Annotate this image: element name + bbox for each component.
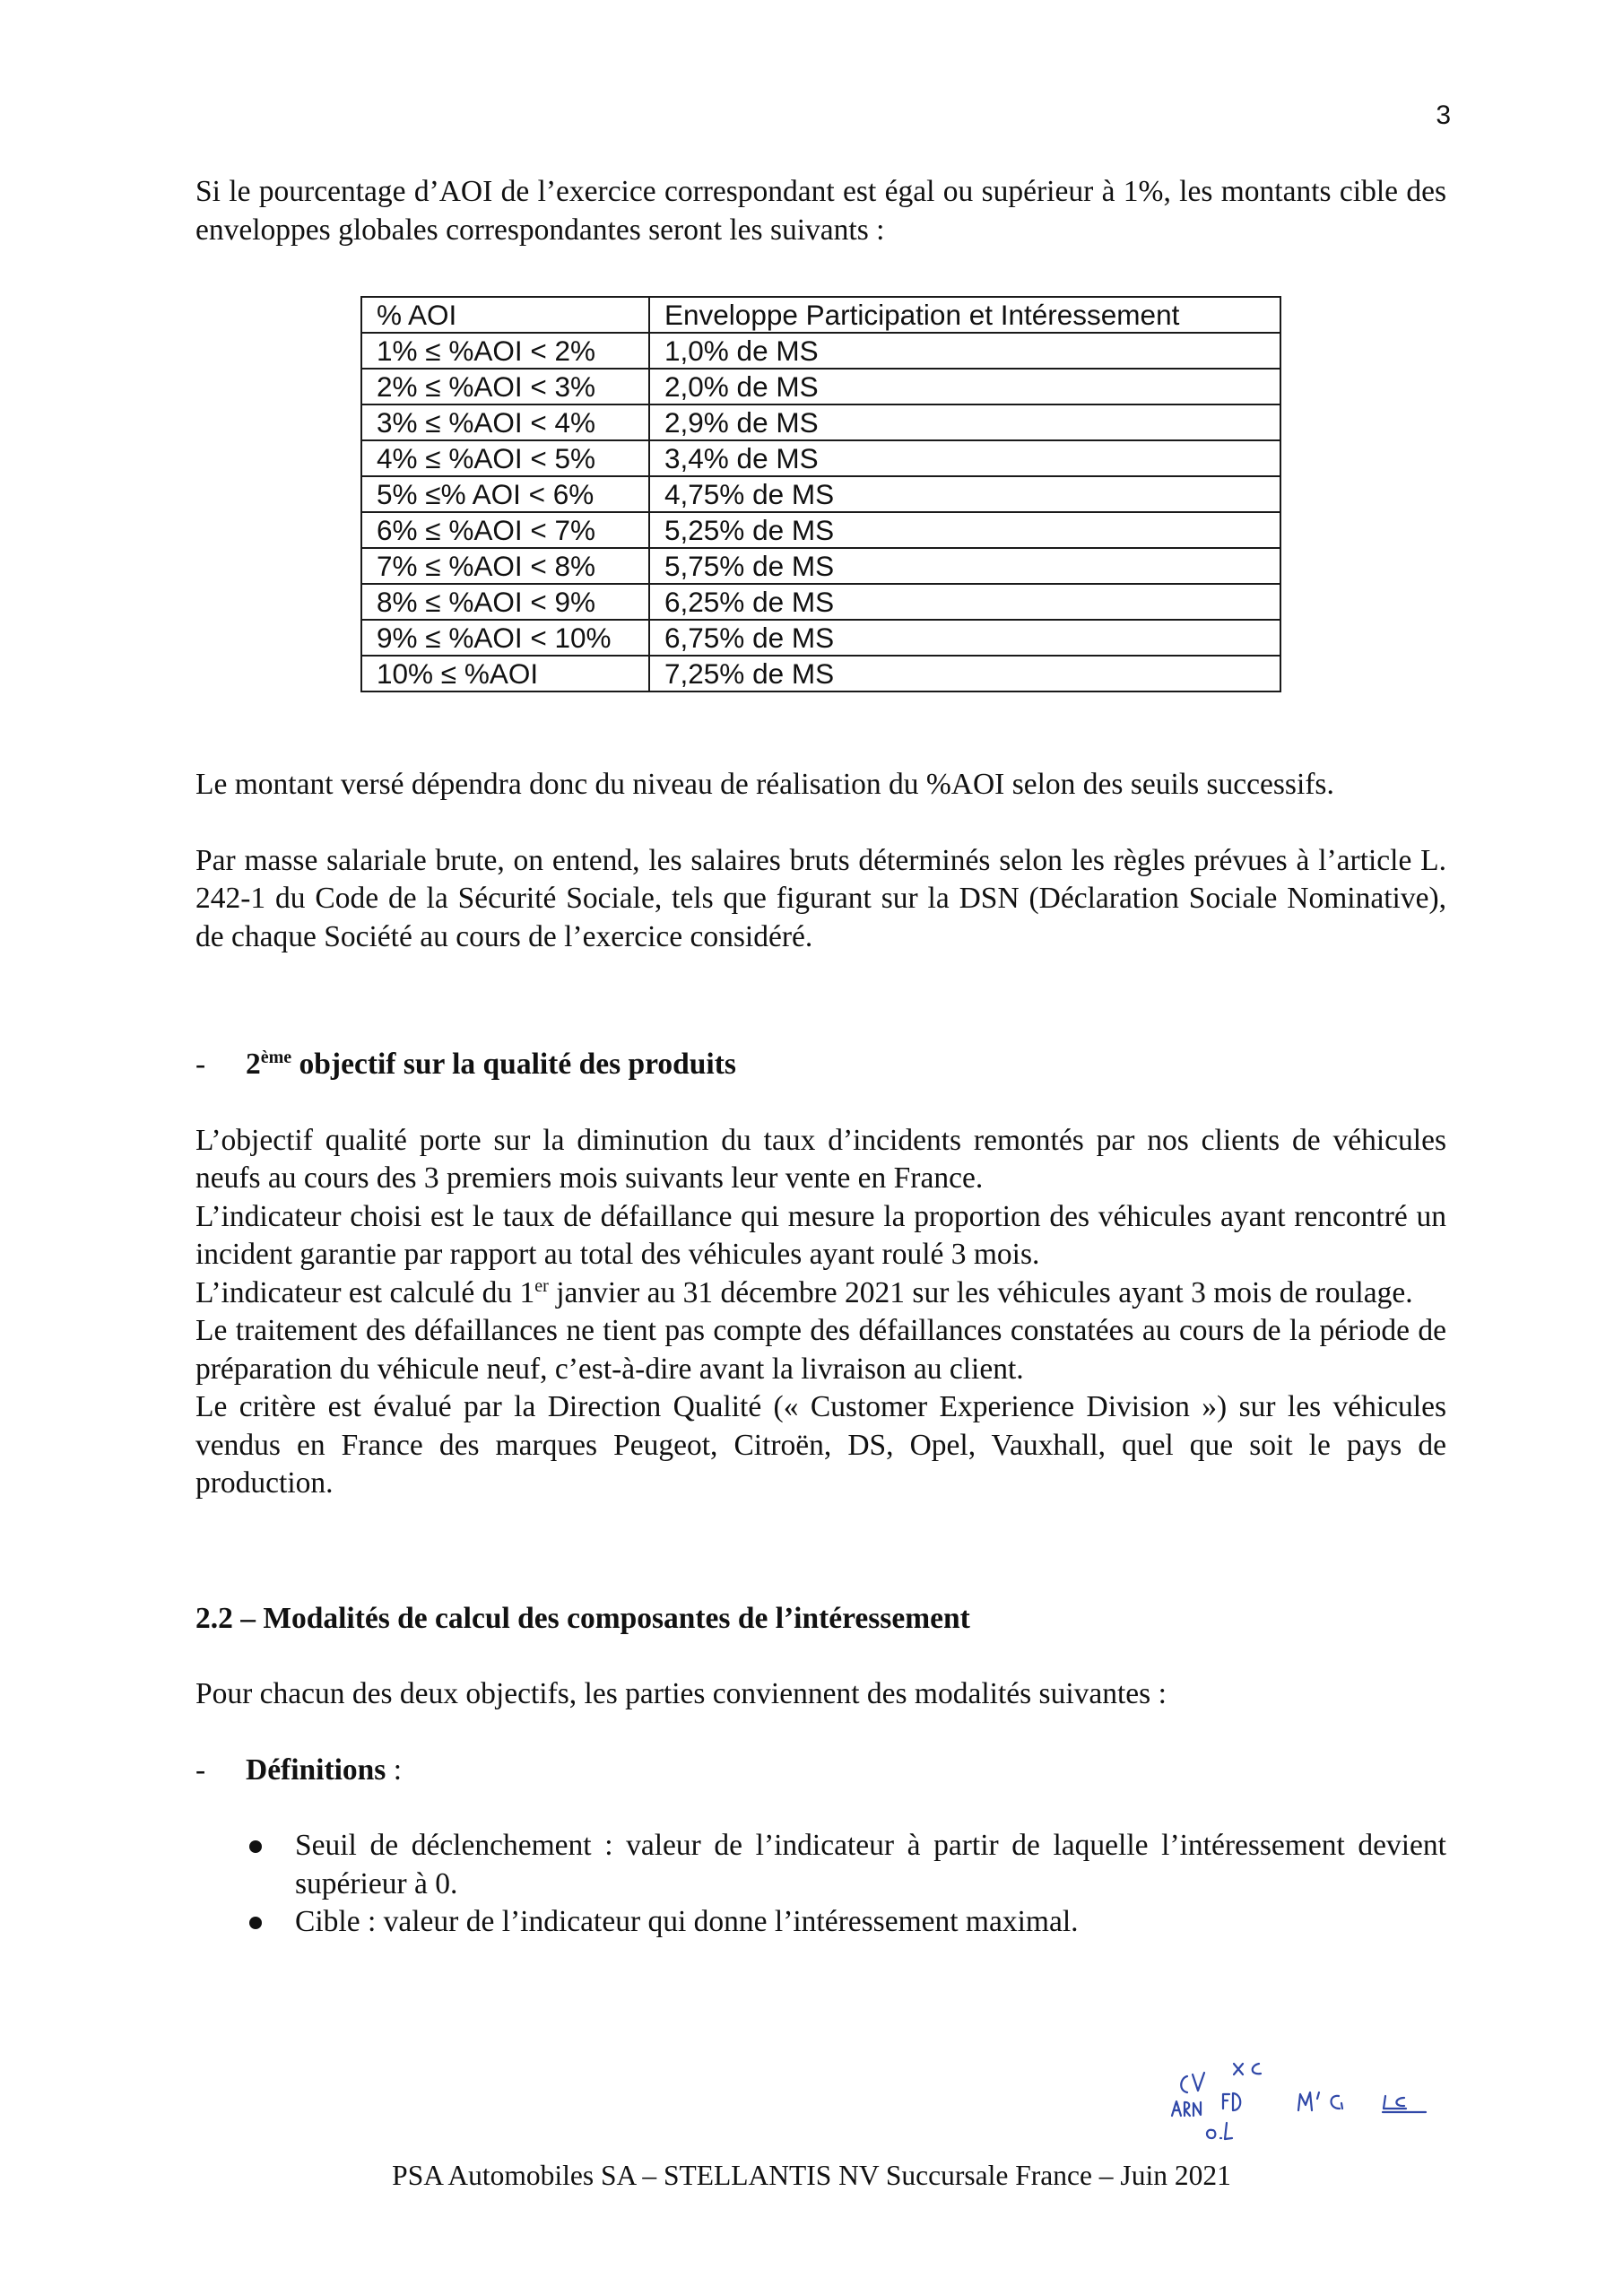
masse-salariale-paragraph: Par masse salariale brute, on entend, les salaires bruts déterminés selon les règles prévues à l’article L. 242-1 du Code de la Sécurité Sociale, tels que figurant sur la DSN (Déclaration Sociale Nominative), de chaque Société au cours de l’exercice considéré. — [195, 843, 1446, 953]
table-row — [361, 476, 1280, 512]
table-cell-aoi-range: 6% ≤ %AOI < 7% — [361, 512, 649, 548]
heading-number: 2 — [246, 1048, 261, 1081]
section-2-2-heading — [195, 1600, 1446, 1639]
definitions-label: Définitions — [246, 1752, 386, 1787]
heading-superscript: ème — [260, 1047, 292, 1067]
heading-title: objectif sur la qualité des produits — [291, 1048, 736, 1081]
table-cell-envelope: 5,75% de MS — [649, 548, 1280, 584]
objectif-qualite-paragraph: L’objectif qualité porte sur la diminution du taux d’incidents remontés par nos clients de véhicules neufs au cours des 3 premiers mois suivants leur vente en France. — [195, 1123, 1446, 1195]
table-row — [361, 584, 1280, 620]
definitions-dash: - — [195, 1752, 206, 1787]
montant-paragraph: Le montant versé dépendra donc du niveau de réalisation du %AOI selon des seuils successifs. — [195, 768, 1334, 801]
table-cell-aoi-range: 2% ≤ %AOI < 3% — [361, 369, 649, 404]
table-cell-aoi-range: 7% ≤ %AOI < 8% — [361, 548, 649, 584]
definitions-colon: : — [386, 1752, 403, 1787]
table-cell-envelope: 2,0% de MS — [649, 369, 1280, 404]
bullet-icon — [249, 1917, 262, 1929]
table-header-row — [361, 297, 1280, 333]
calcul-text-start: L’indicateur est calculé du 1 — [195, 1275, 535, 1309]
table-row — [361, 656, 1280, 691]
intro-paragraph: Si le pourcentage d’AOI de l’exercice correspondant est égal ou supérieur à 1%, les montants cible des enveloppes globales correspondantes seront les suivants : — [195, 175, 1446, 247]
bullet-icon — [249, 1840, 262, 1853]
indicateur-choisi-paragraph: L’indicateur choisi est le taux de défaillance qui mesure la proportion des véhicules ayant rencontré un incident garantie par rapport au total des véhicules ayant roulé 3 mois. — [195, 1199, 1446, 1271]
handwritten-initials — [1157, 2058, 1453, 2161]
table-cell-envelope: 5,25% de MS — [649, 512, 1280, 548]
definitions-heading — [195, 1752, 1446, 1790]
table-cell-envelope: 1,0% de MS — [649, 333, 1280, 369]
table-cell-aoi-range: 10% ≤ %AOI — [361, 656, 649, 691]
section-2-2-intro: Pour chacun des deux objectifs, les parties conviennent des modalités suivantes : — [195, 1677, 1167, 1710]
table-cell-aoi-range: 3% ≤ %AOI < 4% — [361, 404, 649, 440]
objectif2-heading — [195, 1046, 1446, 1084]
indicateur-calcul-paragraph — [195, 1274, 1446, 1313]
table-cell-aoi-range: 5% ≤% AOI < 6% — [361, 476, 649, 512]
critere-paragraph: Le critère est évalué par la Direction Qualité (« Customer Experience Division ») sur les véhicules vendus en France des marques Peugeot, Citroën, DS, Opel, Vauxhall, quel que soit le pays de production. — [195, 1390, 1446, 1500]
table-cell-envelope: 6,25% de MS — [649, 584, 1280, 620]
definitions-text — [246, 1752, 402, 1790]
table-row — [361, 512, 1280, 548]
list-item-text: Cible : valeur de l’indicateur qui donne l’intéressement maximal. — [295, 1905, 1079, 1938]
table-row — [361, 620, 1280, 656]
table-cell-aoi-range: 8% ≤ %AOI < 9% — [361, 584, 649, 620]
table-cell-aoi-range: 4% ≤ %AOI < 5% — [361, 440, 649, 476]
table-header-cell: % AOI — [361, 297, 649, 333]
calcul-text-end: janvier au 31 décembre 2021 sur les véhicules ayant 3 mois de roulage. — [548, 1275, 1413, 1309]
table-row — [361, 548, 1280, 584]
table-cell-aoi-range: 9% ≤ %AOI < 10% — [361, 620, 649, 656]
section-2-2-title: 2.2 – Modalités de calcul des composantes de l’intéressement — [195, 1601, 970, 1635]
definitions-list — [249, 1827, 1446, 1942]
page-footer: PSA Automobiles SA – STELLANTIS NV Succursale France – Juin 2021 — [392, 2160, 1231, 2191]
table-header-cell: Enveloppe Participation et Intéressement — [649, 297, 1280, 333]
table-cell-envelope: 3,4% de MS — [649, 440, 1280, 476]
table-row — [361, 440, 1280, 476]
table-cell-envelope: 7,25% de MS — [649, 656, 1280, 691]
table-cell-envelope: 6,75% de MS — [649, 620, 1280, 656]
table-cell-aoi-range: 1% ≤ %AOI < 2% — [361, 333, 649, 369]
heading-text — [246, 1046, 736, 1084]
heading-dash: - — [195, 1048, 206, 1081]
list-item-text: Seuil de déclenchement : valeur de l’indicateur à partir de laquelle l’intéressement devient supérieur à 0. — [295, 1829, 1446, 1900]
table-cell-envelope: 2,9% de MS — [649, 404, 1280, 440]
document-body — [195, 173, 1446, 1942]
traitement-paragraph: Le traitement des défaillances ne tient pas compte des défaillances constatées au cours de la période de préparation du véhicule neuf, c’est-à-dire avant la livraison au client. — [195, 1314, 1446, 1386]
aoi-envelope-table — [360, 296, 1281, 692]
table-row — [361, 333, 1280, 369]
list-item — [249, 1903, 1446, 1942]
table-row — [361, 404, 1280, 440]
list-item — [249, 1827, 1446, 1903]
table-cell-envelope: 4,75% de MS — [649, 476, 1280, 512]
table-row — [361, 369, 1280, 404]
calcul-superscript: er — [534, 1275, 549, 1296]
page-number: 3 — [1436, 100, 1451, 130]
